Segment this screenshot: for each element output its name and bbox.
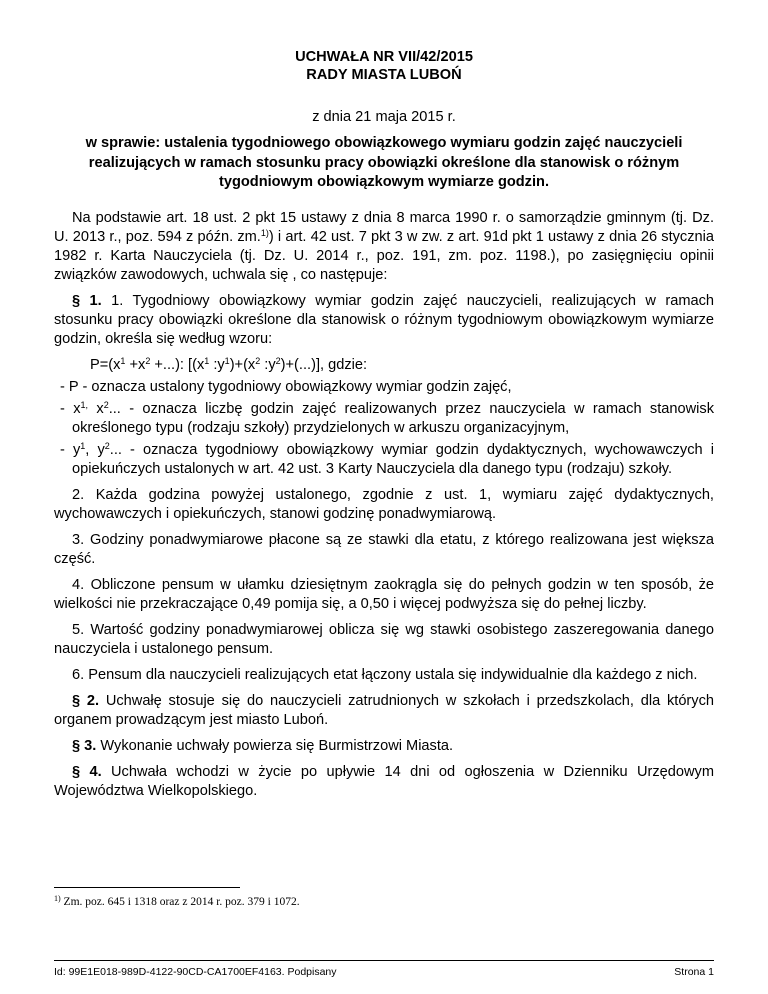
footnote-marker: 1) <box>54 894 61 903</box>
footnote: $^{1)}$ Zm. poz. 645 i 1318 oraz z 2014 r. poz. 379 i 1072. <box>54 894 300 908</box>
section-1-paragraph-6: 6. Pensum dla nauczycieli realizujących etat łączony ustala się indywidualnie dla każdego z nich. <box>72 667 698 683</box>
document-id: Id: 99E1E018-989D-4122-90CD-CA1700EF4163. Podpisany <box>54 966 337 978</box>
footnote-reference: 1) <box>260 228 269 238</box>
section-4: § 4. Uchwała wchodzi w życie po upływie 14 dni od ogłoszenia w Dzienniku Urzędowym Województwa Wielkopolskiego. <box>54 764 715 799</box>
resolution-subject: w sprawie: ustalenia tygodniowego obowiązkowego wymiaru godzin zajęć nauczycieli realizujących w ramach stosunku pracy obowiązki określone dla stanowisk o różnym tygodniowym obowiązkowym wymiarze godzin. <box>85 135 683 190</box>
section-symbol: § 3. <box>72 738 97 754</box>
document-page <box>54 0 714 994</box>
resolution-body <box>54 209 714 808</box>
definition-p: - P - oznacza ustalony tygodniowy obowiązkowy wymiar godzin zajęć, <box>60 379 512 395</box>
section-1-paragraph-4: 4. Obliczone pensum w ułamku dziesiętnym zaokrągla się do pełnych godzin w ten sposób, że wielkości nie przekraczające 0,49 pomija się, a 0,50 i więcej podwyższa się do pełnej liczby. <box>54 577 714 612</box>
section-2: § 2. Uchwałę stosuje się do nauczycieli zatrudnionych w szkołach i przedszkolach, dla których organem prowadzącym jest miasto Luboń. <box>54 693 715 728</box>
definition-y: - $y^1$, $y^2$... - oznacza tygodniowy obowiązkowy wymiar godzin dydaktycznych, wychowawczych i opiekuńczych ustalonych w art. 42 ust. 3 Karty Nauczyciela dla danego typu (rodzaju) szkoły. <box>60 441 714 477</box>
footer-divider <box>54 960 714 961</box>
section-symbol: § 1. <box>72 293 102 309</box>
section-1-paragraph-1: § 1. 1. Tygodniowy obowiązkowy wymiar godzin zajęć nauczycieli, realizujących w ramach stosunku pracy obowiązki określone dla stanowisk o różnym tygodniowym obowiązkowym wymiarze godzin, określa się według wzoru: <box>54 293 715 347</box>
section-1-paragraph-5: 5. Wartość godziny ponadwymiarowej oblicza się wg stawki osobistego zaszeregowania danego nauczyciela i ustalonego pensum. <box>54 622 714 657</box>
council-name: RADY MIASTA LUBOŃ <box>306 67 462 83</box>
section-symbol: § 2. <box>72 693 100 709</box>
resolution-date: z dnia 21 maja 2015 r. <box>312 109 456 125</box>
section-symbol: § 4. <box>72 764 102 780</box>
section-1-paragraph-3: 3. Godziny ponadwymiarowe płacone są ze stawki dla etatu, z którego realizowana jest większa część. <box>54 532 714 567</box>
page-number: Strona 1 <box>674 966 714 978</box>
resolution-number: UCHWAŁA NR VII/42/2015 <box>295 49 473 65</box>
footnote-divider <box>54 887 240 888</box>
section-1-paragraph-2: 2. Każda godzina powyżej ustalonego, zgodnie z ust. 1, wymiaru zajęć dydaktycznych, wychowawczych i opiekuńczych, stanowi godzinę ponadwymiarową. <box>54 487 714 522</box>
section-3: § 3. Wykonanie uchwały powierza się Burmistrzowi Miasta. <box>72 738 454 754</box>
definition-x: - $x^{1,}$ $x^2$... - oznacza liczbę godzin zajęć realizowanych przez nauczyciela w ramach stanowisk określonego typu (rodzaju szkoły) przydzielonych w arkuszu organizacyjnym, <box>60 400 714 436</box>
preamble: Na podstawie art. 18 ust. 2 pkt 15 ustawy z dnia 8 marca 1990 r. o samorządzie gminnym (tj. Dz. U. 2013 r., poz. 594 z późn. zm.$^{1)}$) i art. 42 ust. 7 pkt 3 w zw. z art. 91d pkt 1 ustawy z dnia 26 stycznia 1982 r. Karta Nauczyciela (tj. Dz. U. 2014 r., poz. 191, zm. poz. 1198.), po zasięgnięciu opinii związków zawodowych, uchwala się , co następuje: <box>54 210 714 283</box>
formula: $P=(x^1 +x^2$ +...): [($x^1$ $:y^1)+(x^2$ $:y^2)+(...)$], gdzie: <box>90 356 368 373</box>
